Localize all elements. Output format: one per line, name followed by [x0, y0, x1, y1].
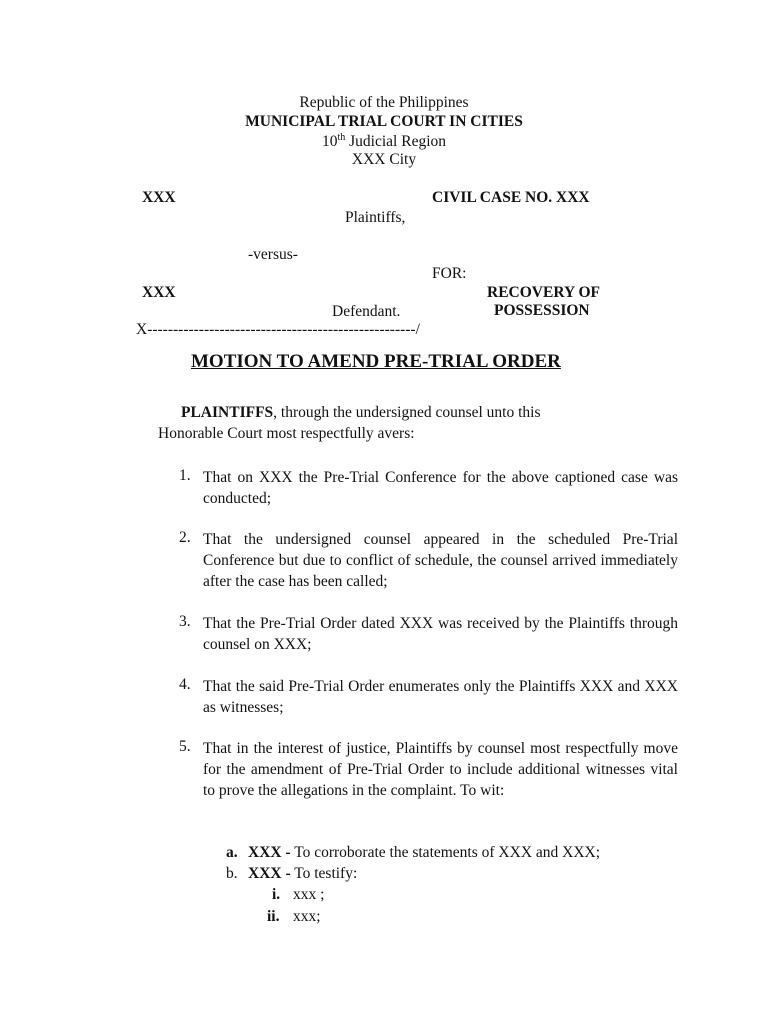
paragraph-number: 1. — [179, 467, 191, 484]
witness-desc: To corroborate the statements of XXX and XXX; — [290, 844, 601, 861]
intro-line1 — [181, 404, 541, 422]
for-label: FOR: — [432, 265, 467, 282]
paragraph-number: 5. — [179, 738, 191, 755]
city-line: XXX City — [351, 151, 417, 168]
paragraph-text: That the Pre-Trial Order dated XXX was received by the Plaintiffs through counsel on XXX; — [203, 615, 678, 653]
witness-entry — [248, 865, 357, 883]
witness-name: XXX - — [248, 844, 291, 861]
versus-label: -versus- — [248, 246, 298, 263]
witness-letter: b. — [226, 865, 238, 882]
region-label: Judicial Region — [345, 133, 447, 151]
witness-letter: a. — [226, 844, 238, 861]
intro-rest: , through the undersigned counsel unto this — [273, 404, 541, 421]
plaintiff-name: XXX — [142, 189, 176, 206]
case-number: CIVIL CASE NO. XXX — [432, 189, 590, 206]
paragraph-text: That the said Pre-Trial Order enumerates only the Plaintiffs XXX and XXX as witnesses; — [203, 678, 678, 716]
case-nature-line1: RECOVERY OF — [487, 284, 600, 301]
defendant-name: XXX — [142, 284, 176, 301]
defendant-label: Defendant. — [332, 303, 401, 320]
subitem-number: ii. — [267, 908, 280, 925]
court-name: MUNICIPAL TRIAL COURT IN CITIES — [245, 113, 523, 130]
paragraph-number: 3. — [179, 613, 191, 630]
intro-lead: PLAINTIFFS — [181, 404, 274, 421]
subitem-text: xxx; — [293, 908, 321, 925]
witness-entry — [248, 844, 600, 862]
witness-name: XXX - — [248, 865, 291, 882]
witness-desc: To testify: — [290, 865, 358, 882]
paragraph-number: 4. — [179, 676, 191, 693]
intro-line2: Honorable Court most respectfully avers: — [158, 425, 415, 442]
paragraph-number: 2. — [179, 529, 191, 546]
subitem-number: i. — [272, 886, 281, 903]
region-number: 10 — [321, 133, 338, 151]
paragraph-text: That in the interest of justice, Plaintiffs by counsel most respectfully move for the amendment of Pre-Trial Order to include additional witnesses vital to prove the allegations in the complaint. To wit: — [203, 740, 678, 799]
republic-line: Republic of the Philippines — [299, 94, 469, 111]
subitem-text: xxx ; — [293, 886, 325, 903]
case-nature-line2: POSSESSION — [494, 302, 590, 319]
region-suffix: th — [337, 132, 346, 143]
caption-separator: X----------------------------------------------------/ — [136, 321, 420, 338]
paragraph-text: That on XXX the Pre-Trial Conference for the above captioned case was conducted; — [203, 469, 678, 507]
plaintiff-label: Plaintiffs, — [345, 209, 406, 226]
paragraph-text: That the undersigned counsel appeared in the scheduled Pre-Trial Conference but due to conflict of schedule, the counsel arrived immediately after the case has been called; — [203, 531, 678, 590]
document-title: MOTION TO AMEND PRE-TRIAL ORDER — [191, 351, 561, 372]
judicial-region — [0, 132, 768, 151]
